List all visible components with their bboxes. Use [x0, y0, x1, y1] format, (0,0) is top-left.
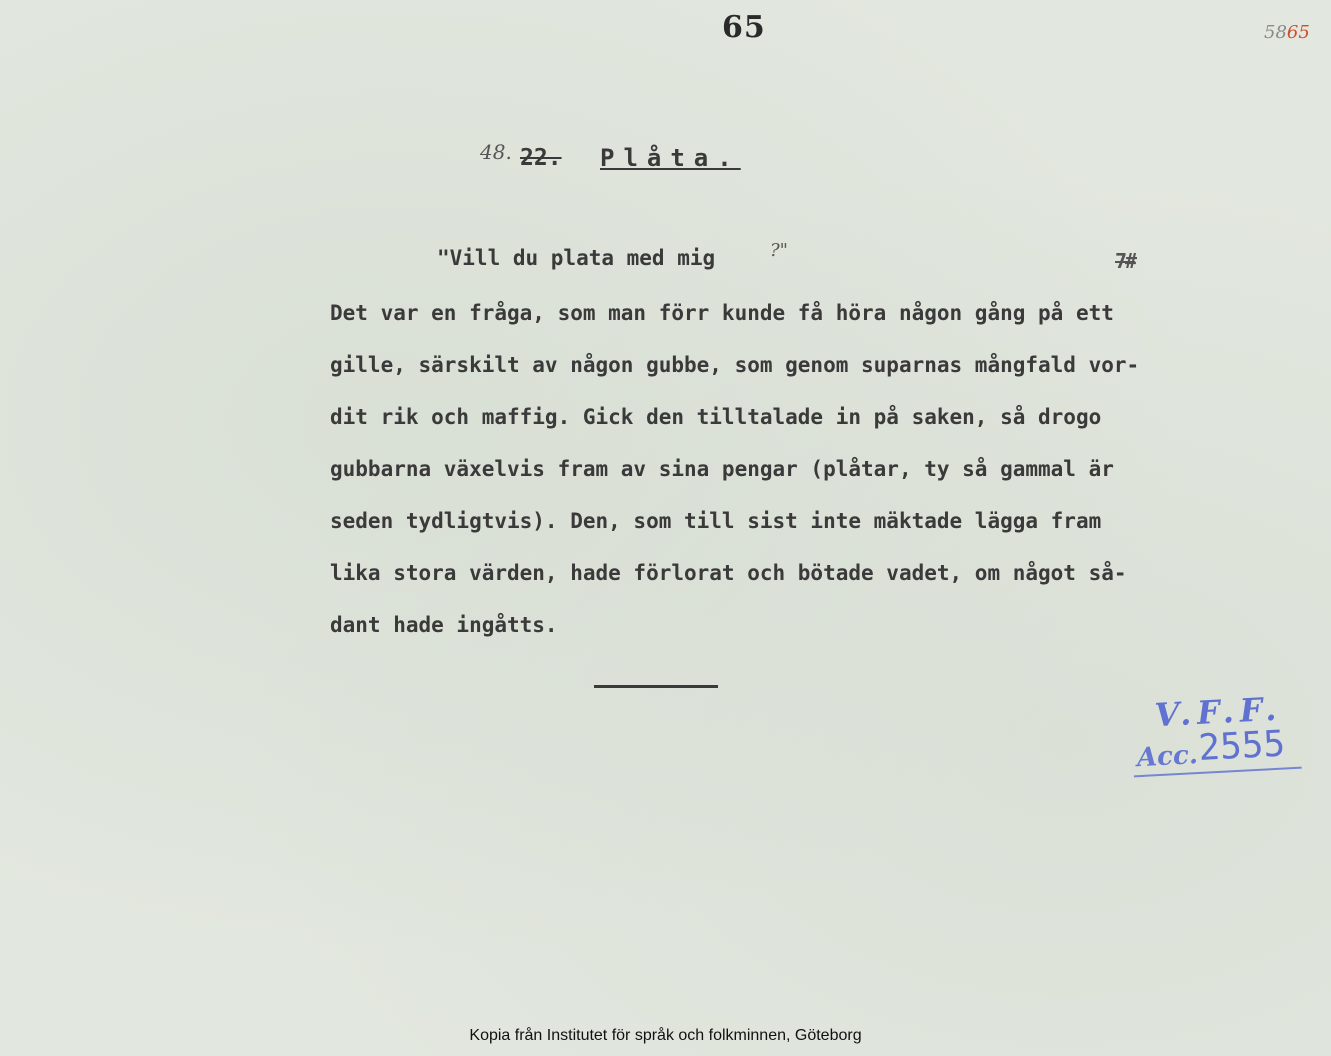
- copy-notice-footer: Kopia från Institutet för språk och folkminnen, Göteborg: [469, 1027, 862, 1044]
- body-line: lika stora värden, hade förlorat och bötade vadet, om något så-: [330, 561, 1127, 585]
- handwritten-section-number: 48.: [480, 140, 512, 164]
- body-paragraph: [330, 296, 1290, 660]
- body-line: dit rik och maffig. Gick den tilltalade in på saken, så drogo: [330, 405, 1102, 429]
- section-title: Plåta.: [600, 144, 741, 172]
- body-line: gubbarna växelvis fram av sina pengar (plåtar, ty så gammal är: [330, 457, 1114, 481]
- archive-number-prefix: 58: [1264, 22, 1287, 43]
- page-number: 65: [722, 10, 766, 45]
- stamp-acc-number: 2555: [1197, 723, 1287, 769]
- stamp-acc-label: Acc.: [1136, 740, 1199, 774]
- struck-margin-mark: 7#: [1115, 249, 1136, 273]
- struck-section-number: 22.: [520, 145, 562, 171]
- body-line: Det var en fråga, som man förr kunde få höra någon gång på ett: [330, 301, 1114, 325]
- opening-quote: "Vill du plata med mig: [437, 246, 716, 270]
- archive-number-suffix: 65: [1286, 22, 1310, 43]
- section-divider: [594, 685, 718, 688]
- archive-stamp: [1130, 689, 1304, 788]
- body-line: seden tydligtvis). Den, som till sist inte mäktade lägga fram: [330, 509, 1102, 533]
- body-line: gille, särskilt av någon gubbe, som genom suparnas mångfald vor-: [330, 353, 1140, 377]
- stamp-institution: V.F.F.: [1153, 689, 1284, 735]
- handwritten-quote-end: ?": [770, 240, 788, 261]
- body-line: dant hade ingåtts.: [330, 613, 558, 637]
- archive-number: [1264, 22, 1310, 43]
